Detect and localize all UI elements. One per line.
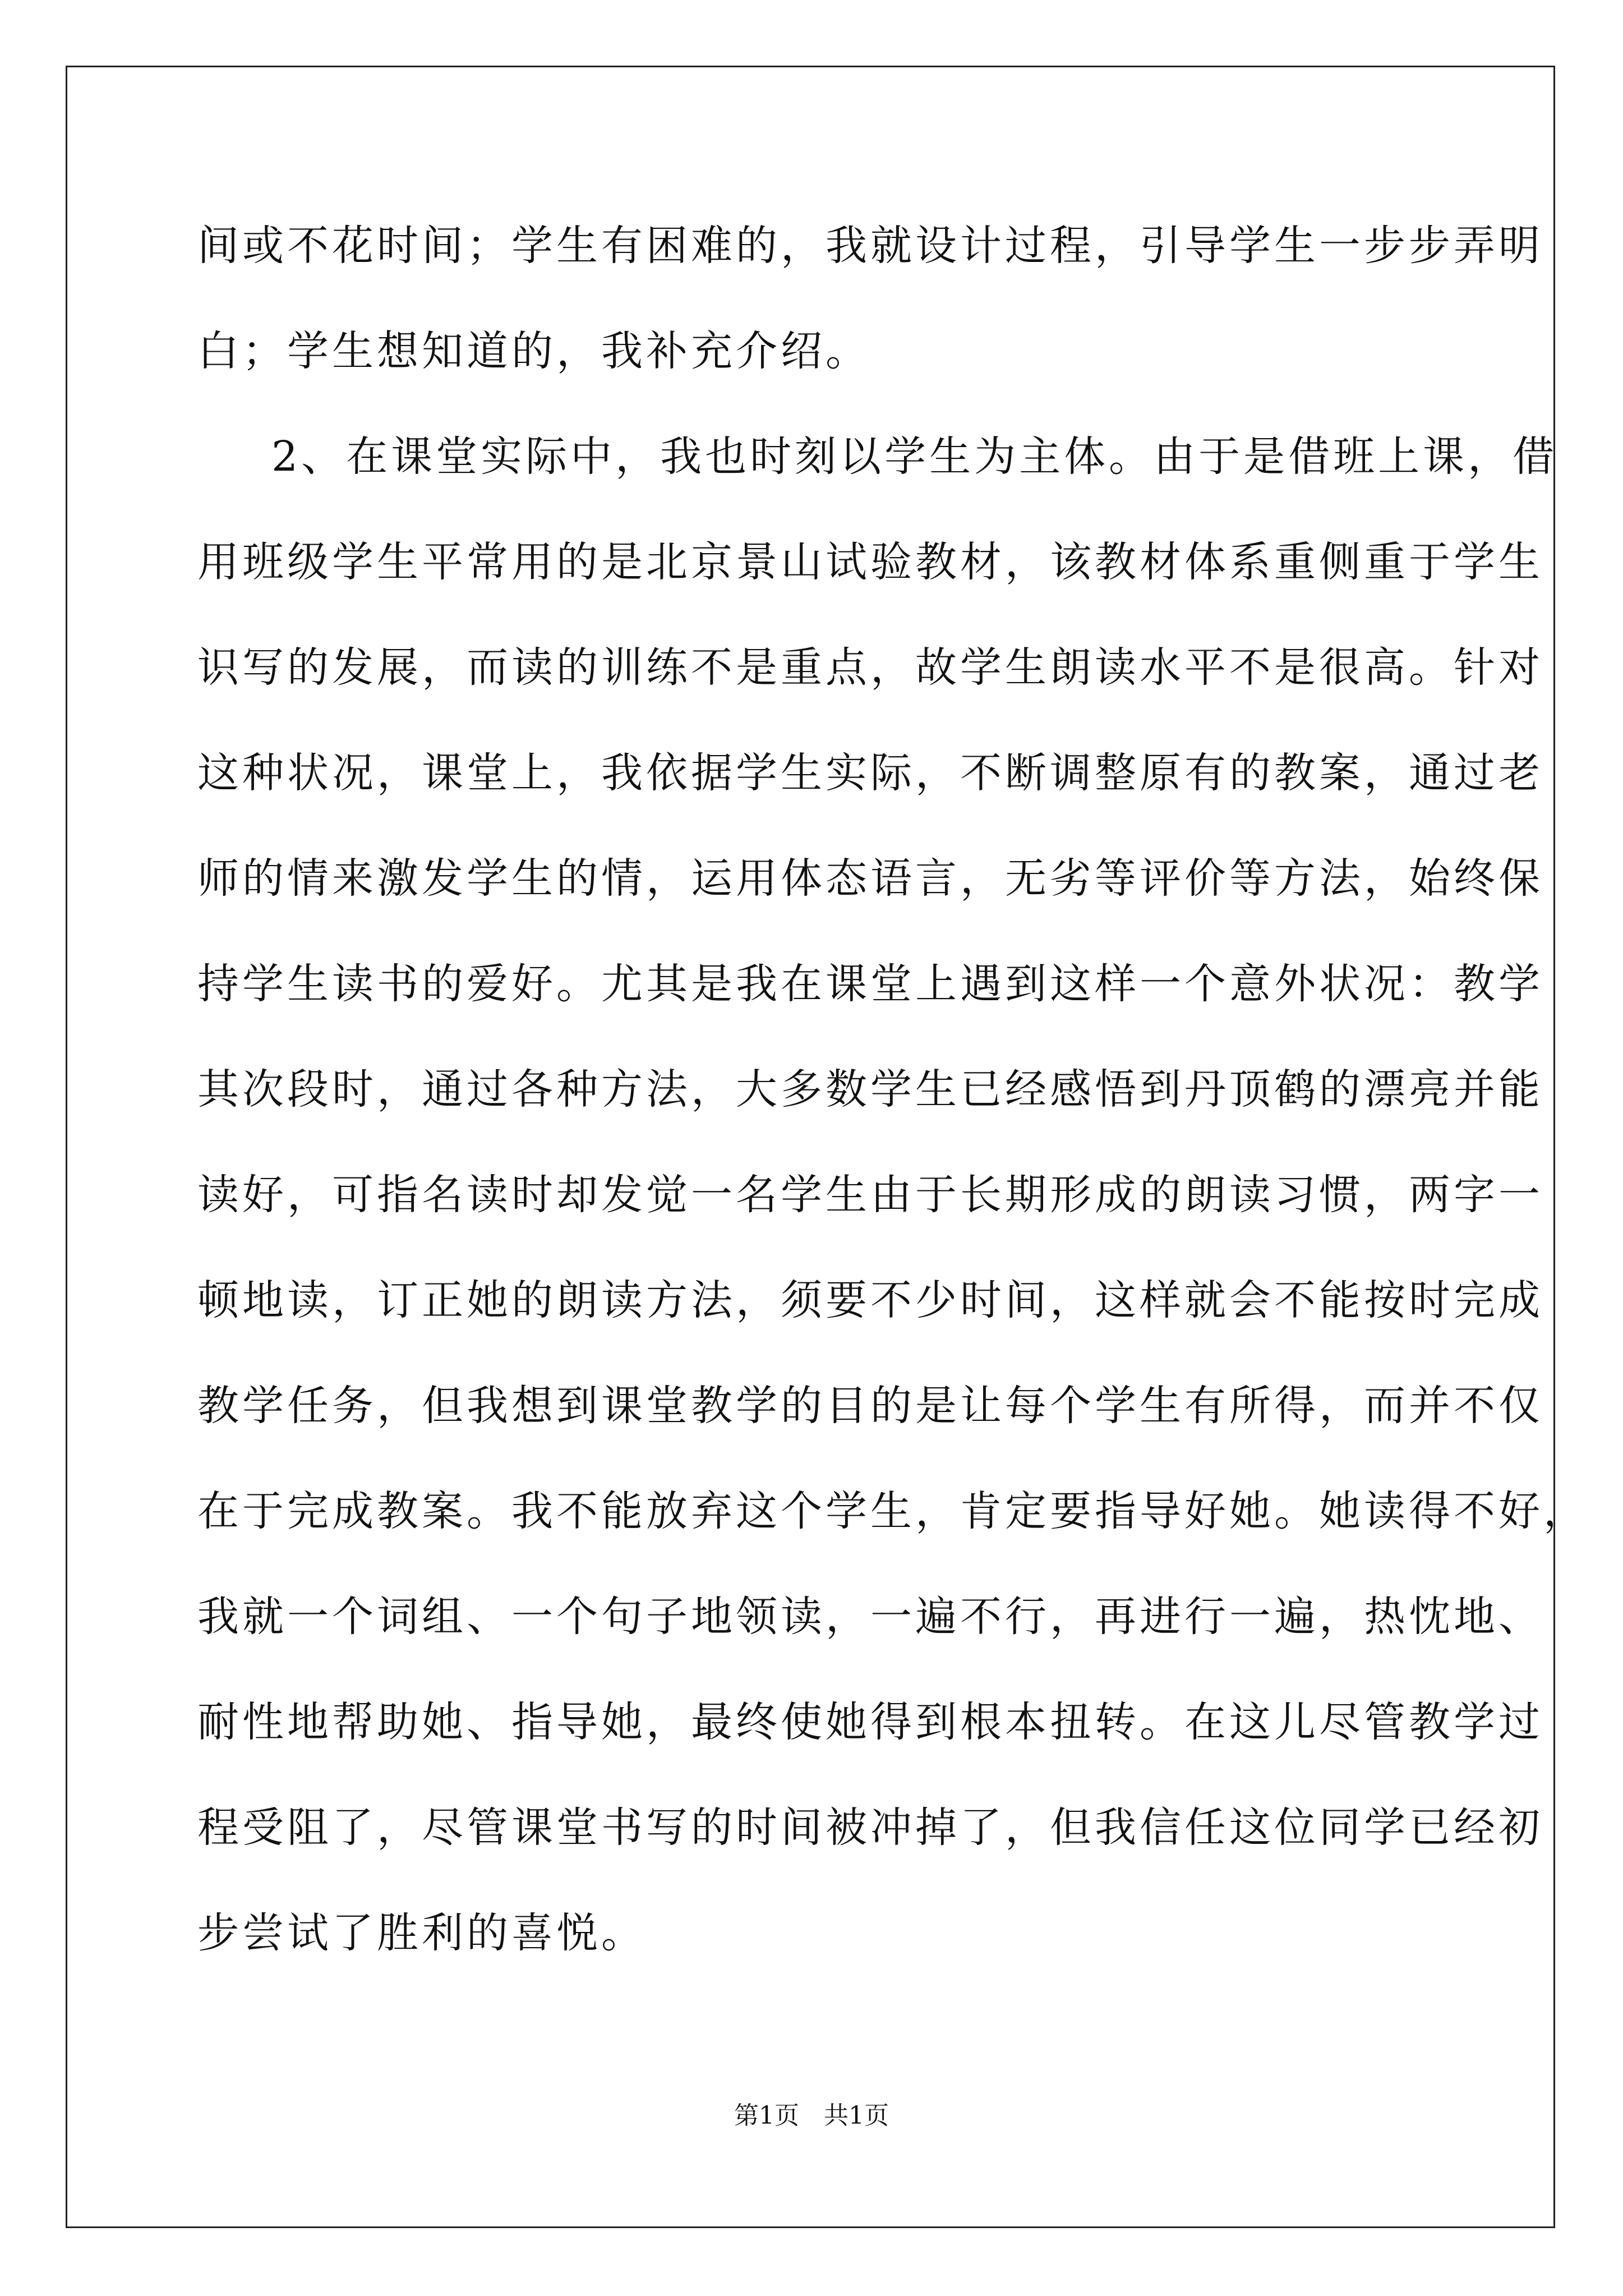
text-line: 持学生读书的爱好。尤其是我在课堂上遇到这样一个意外状况：教学 xyxy=(197,960,1543,1008)
text-line: 间或不花时间；学生有困难的，我就设计过程，引导学生一步步弄明 xyxy=(197,222,1543,270)
text-line: 识写的发展，而读的训练不是重点，故学生朗读水平不是很高。针对 xyxy=(197,643,1543,692)
text-line: 程受阻了，尽管课堂书写的时间被冲掉了，但我信任这位同学已经初 xyxy=(197,1803,1543,1852)
text-line: 这种状况，课堂上，我依据学生实际，不断调整原有的教案，通过老 xyxy=(197,749,1543,797)
text-line: 我就一个词组、一个句子地领读，一遍不行，再进行一遍，热忱地、 xyxy=(197,1593,1543,1641)
text-line: 耐性地帮助她、指导她，最终使她得到根本扭转。在这儿尽管教学过 xyxy=(197,1698,1543,1746)
text-line: 步尝试了胜利的喜悦。 xyxy=(197,1909,646,1957)
text-line: 其次段时，通过各种方法，大多数学生已经感悟到丹顶鹤的漂亮并能 xyxy=(197,1065,1543,1114)
page-border xyxy=(66,66,1558,2228)
text-line: 用班级学生平常用的是北京景山试验教材，该教材体系重侧重于学生 xyxy=(197,538,1543,586)
text-line: 读好，可指名读时却发觉一名学生由于长期形成的朗读习惯，两字一 xyxy=(197,1171,1543,1219)
text-line: 白；学生想知道的，我补充介绍。 xyxy=(197,327,870,375)
text-line: 在于完成教案。我不能放弃这个学生，肯定要指导好她。她读得不好， xyxy=(197,1487,1588,1535)
paragraph-first-line: 2、在课堂实际中，我也时刻以学生为主体。由于是借班上课，借 xyxy=(271,432,1558,481)
text-line: 顿地读，订正她的朗读方法，须要不少时间，这样就会不能按时完成 xyxy=(197,1276,1543,1324)
text-line: 师的情来激发学生的情，运用体态语言，无劣等评价等方法，始终保 xyxy=(197,854,1543,903)
page-footer: 第1页 共1页 xyxy=(734,2101,889,2130)
text-line: 教学任务，但我想到课堂教学的目的是让每个学生有所得，而并不仅 xyxy=(197,1382,1543,1430)
